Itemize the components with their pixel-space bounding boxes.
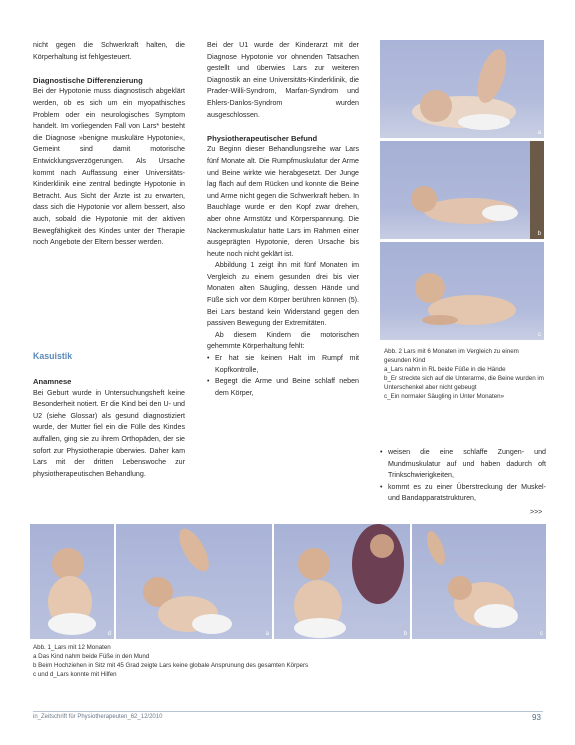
photo-label: c xyxy=(540,631,543,637)
fig2-caption-line: Abb. 2 Lars mit 6 Monaten im Vergleich zu einem gesunden Kind xyxy=(384,348,519,364)
photo-label: a xyxy=(537,130,541,136)
baby-lying-icon xyxy=(380,40,544,138)
befund-text-3: Ab diesem Kindern die motorischen gehemmte Körperhaltung fehlt: xyxy=(207,330,359,351)
col3-bullet: • weisen die eine schlaffe Zungen- und Mundmuskulatur auf und haben dadurch oft Trinkschwierigkeiten, xyxy=(380,447,546,482)
fig2-caption-line: a_Lars nahm in RL beide Füße in die Hände xyxy=(384,366,506,373)
photo-fig1-c xyxy=(274,524,410,639)
befund-heading: Physiotherapeutischer Befund xyxy=(207,133,318,143)
column-2 xyxy=(207,40,359,399)
photo-fig2-c xyxy=(380,242,544,340)
column-1-lower xyxy=(33,376,185,480)
anamnese-text: Bei Geburt wurde in Untersuchungsheft keine Besonderheit notiert. Er die Kind bei den U- und U2 (siehe Glossar) als gesund diagnostiziert wurde, der Mutter fiel ein die Fülle des Kindes auffallen, ging sie zu ihrem Orthopäden, der sie sofort zur Physiotherapie überwies. Daher kam Lars mit der dritten Lebenswoche zur physiotherapeutischen Behandlung. xyxy=(33,388,185,478)
continue-marker: >>> xyxy=(530,509,543,516)
col2-bullet: • Er hat sie keinen Halt im Rumpf mit Kopfkontrolle, xyxy=(207,353,359,376)
befund-text: Zu Beginn dieser Behandlungsreihe war Lars fünf Monate alt. Die Rumpfmuskulatur der Arme und Beine wirkte wie herabgesetzt. Der Junge lag flach auf dem Rücken und konnte die Beine und Arme nicht gegen die Schwerkraft heben. In Bauchlage wurde er den Kopf zwar drehen, aber ohne Armstütz und Körperspannung. Die Nackenmuskulatur hatte Lars im Rahmen einer ausgeprägten Hypotonie, deren Ursache bis heute noch nicht geklärt ist. xyxy=(207,145,359,258)
anamnese-heading: Anamnese xyxy=(33,377,72,386)
baby-prone-icon xyxy=(380,141,544,239)
photo-label: b xyxy=(537,231,541,237)
diff-heading: Diagnostische Differenzierung xyxy=(33,75,143,85)
col3-bullet: • kommt es zu einer Überstreckung der Muskel- und Bandapparatstrukturen, xyxy=(380,482,546,505)
fig1-caption-line: a Das Kind nahm beide Füße in den Mund xyxy=(33,653,150,660)
col3-bullet-list xyxy=(380,447,546,505)
fig1-caption-line: b Beim Hochziehen in Sitz mit 45 Grad zeigte Lars keine globale Ansprunung des gesamten Körpers xyxy=(33,662,309,669)
befund-text-2: Abbildung 1 zeigt ihn mit fünf Monaten im Vergleich zu einem gesunden drei bis vier Monaten alten Säugling, dessen Hände und Füße sich vor dem Körper berühren können (5). Bei Lars bestand kein Widerstand gegen den passiven Bewegung der Extremitäten. xyxy=(207,261,359,328)
baby-assisted-sitting-icon xyxy=(274,524,410,639)
photo-fig2-a xyxy=(380,40,544,138)
col2-bullet-list xyxy=(207,353,359,399)
fig1-caption-line: Abb. 1_Lars mit 12 Monaten xyxy=(33,644,111,651)
col2-bullet: • Begegt die Arme und Beine schlaff neben dem Körper, xyxy=(207,376,359,399)
baby-feet-in-mouth-icon xyxy=(30,524,114,639)
column-1 xyxy=(33,40,185,249)
col1-intro: nicht gegen die Schwerkraft halten, die Körperhaltung ist fehlgesteuert. xyxy=(33,41,185,61)
photo-fig1-a xyxy=(30,524,114,639)
photo-fig1-b xyxy=(116,524,272,639)
baby-forearm-support-icon xyxy=(380,242,544,340)
fig1-caption-line: c und d_Lars konnte mit Hilfen xyxy=(33,671,117,678)
column-3 xyxy=(380,447,546,505)
photo-label: a xyxy=(265,631,269,637)
photo-label: d xyxy=(107,631,111,637)
fig2-caption-line: c_Ein normaler Säugling in Unter Monaten» xyxy=(384,393,505,400)
fig1-caption xyxy=(33,643,543,679)
diff-text: Bei der Hypotonie muss diagnostisch abgeklärt werden, ob es sich um ein myopathisches Problem oder ein neurologisches Symptom handelt. Im vorliegenden Fall von Lars* besteht die Diagnose »benigne muskuläre Hypotonie«, Gemeint sind damit motorische Entwicklungsverzögerungen. Als Ursache kommt nach Auffassung einer Universitäts-Kinderklinik eine zentral bedingte Hypotonie in Betracht. Aus Sicht der Ärzte ist zu erwarten, dass sich die Hypotonie vor allem bessert, also auch, sobald die Hypotonie mit der aktiven Bewegfähigkeit des Kindes unter der Therapie noch Angebote der Eltern besser werden. xyxy=(33,87,185,247)
baby-pull-to-sit-icon xyxy=(116,524,272,639)
photo-fig1-d xyxy=(412,524,546,639)
photo-label: c xyxy=(538,332,541,338)
photo-label: b xyxy=(403,631,407,637)
photo-fig2-b xyxy=(380,141,544,239)
fig2-caption xyxy=(384,347,546,401)
baby-crawling-icon xyxy=(412,524,546,639)
col2-intro: Bei der U1 wurde der Kinderarzt mit der Diagnose Hypotonie vor ohnenden Tatsachen gestellt und überwies Lars zur weiteren Diagnostik an eine Universitäts-Kinderklinik, die Prader-Willi-Syndrom, Marfan-Syndrom und Ehlers-Danlos-Syndrom wurden ausgeschlossen. xyxy=(207,41,359,119)
footer-journal: in_Zeitschrift für Physiotherapeuten_62_12/2010 xyxy=(33,714,163,720)
kasuistik-heading: Kasuistik xyxy=(33,351,73,361)
fig2-caption-line: b_Er streckte sich auf die Unterarme, die Beine wurden im Unterschenkel aber nicht gebeugt xyxy=(384,375,544,391)
footer-rule xyxy=(33,711,543,712)
page-number: 93 xyxy=(532,713,541,722)
